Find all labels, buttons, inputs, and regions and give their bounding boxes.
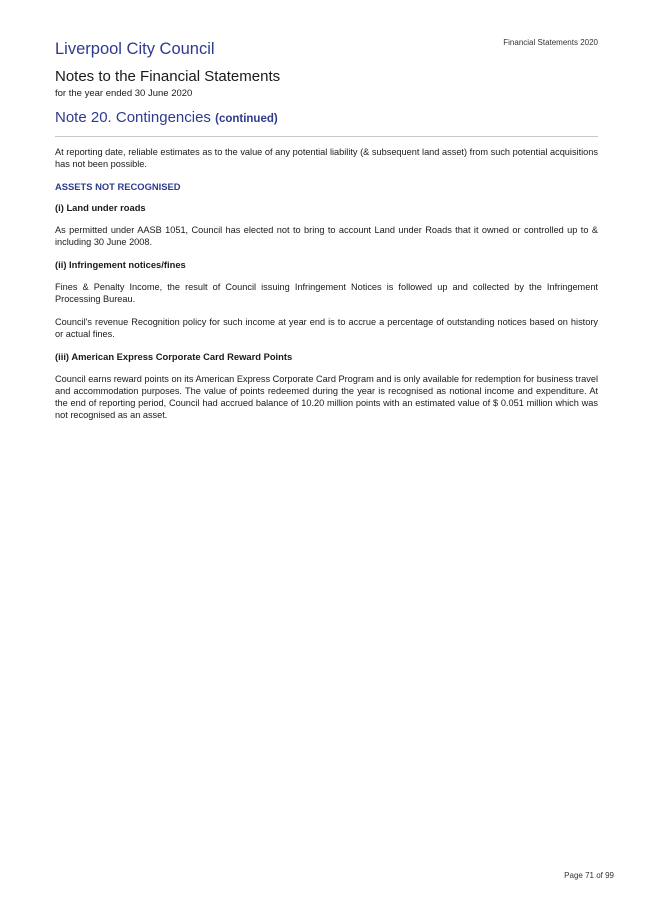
land-heading: (i) Land under roads — [55, 202, 146, 213]
page-title: Notes to the Financial Statements — [55, 68, 281, 85]
page-number: Page 71 of 99 — [564, 871, 614, 880]
amex-paragraph: Council earns reward points on its American Express Corporate Card Program and is only available for redemption for business travel and accommodation purposes. The value of points redeemed during the year is recognised as notional income and expenditure. At the end of reporting period, Council had accrued balance of 10.20 million points with an estimated value of $ 0.051 million which was not recognised as an asset. — [55, 374, 598, 420]
page-subtitle: for the year ended 30 June 2020 — [55, 88, 193, 99]
intro-paragraph: At reporting date, reliable estimates as to the value of any potential liability (& subsequent land asset) from such potential acquisitions has not been possible. — [55, 147, 598, 169]
amex-heading: (iii) American Express Corporate Card Reward Points — [55, 351, 293, 362]
note-title — [55, 109, 278, 126]
section-heading: ASSETS NOT RECOGNISED — [55, 181, 181, 192]
fines-paragraph-1: Fines & Penalty Income, the result of Council issuing Infringement Notices is followed up and collected by the Infringement Processing Bureau. — [55, 282, 598, 304]
document-label: Financial Statements 2020 — [503, 38, 598, 47]
land-paragraph: As permitted under AASB 1051, Council has elected not to bring to account Land under Roads that it owned or controlled up to & including 30 June 2008. — [55, 225, 598, 247]
organisation-name: Liverpool City Council — [55, 40, 215, 58]
header-divider — [55, 136, 598, 137]
note-continued-label: (continued) — [215, 113, 278, 125]
fines-heading: (ii) Infringement notices/fines — [55, 259, 186, 270]
note-title-text: Note 20. Contingencies — [55, 109, 211, 126]
fines-paragraph-2: Council's revenue Recognition policy for such income at year end is to accrue a percentage of outstanding notices based on history or actual fines. — [55, 317, 598, 339]
note-content — [55, 146, 598, 432]
